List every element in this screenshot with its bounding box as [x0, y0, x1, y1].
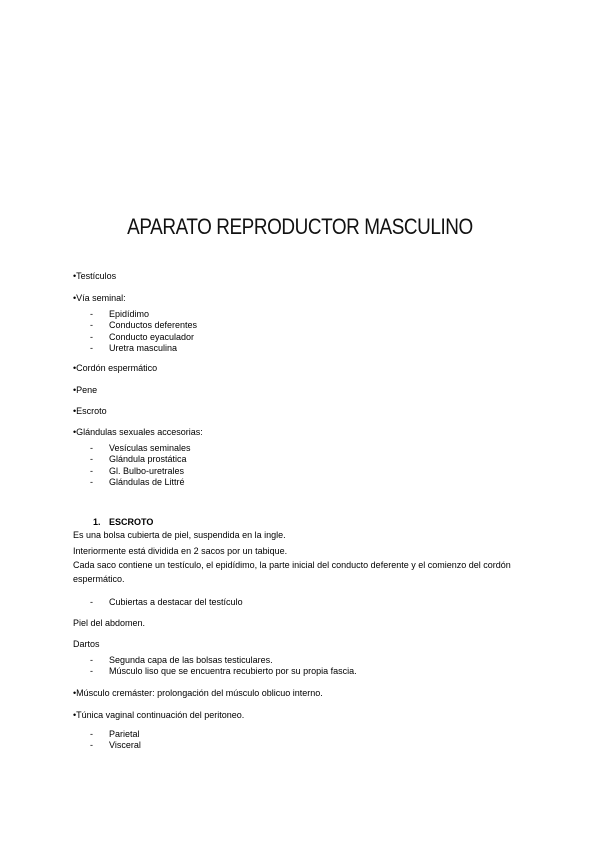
- outline-testiculos: •Testículos: [73, 271, 117, 281]
- piel-text: Piel del abdomen.: [73, 618, 146, 628]
- list-item: - Cubiertas a destacar del testículo: [90, 597, 243, 607]
- outline-via-seminal: •Vía seminal:: [73, 293, 126, 303]
- list-item: - Glándulas de Littré: [90, 476, 185, 487]
- paragraph-2: Interiormente está dividida en 2 sacos por un tabique.: [73, 546, 288, 556]
- paragraph-3b: espermático.: [73, 574, 125, 584]
- tunica-text: •Túnica vaginal continuación del peritoneo.: [73, 710, 245, 720]
- dartos-list: [90, 655, 357, 678]
- list-item: - Uretra masculina: [90, 342, 178, 353]
- list-item: - Músculo liso que se encuentra recubierto por su propia fascia.: [90, 666, 357, 677]
- outline-escroto: •Escroto: [73, 406, 107, 416]
- list-item: - Glándula prostática: [90, 454, 187, 465]
- list-item: - Vesículas seminales: [90, 443, 191, 453]
- tunica-list: [90, 729, 141, 752]
- list-item: - Conducto eyaculador: [90, 331, 195, 342]
- paragraph-1: Es una bolsa cubierta de piel, suspendida en la ingle.: [73, 530, 286, 540]
- list-item: - Visceral: [90, 740, 141, 751]
- outline-pene: •Pene: [73, 385, 98, 395]
- page-title: APARATO REPRODUCTOR MASCULINO: [127, 214, 473, 239]
- glandulas-list: [90, 443, 191, 488]
- dartos-text: Dartos: [73, 639, 100, 649]
- cubiertas-list: [90, 597, 243, 608]
- cremaster-text: •Músculo cremáster: prolongación del músculo oblicuo interno.: [73, 688, 323, 698]
- outline-cordon: •Cordón espermático: [73, 363, 158, 373]
- list-item: - Conductos deferentes: [90, 320, 198, 331]
- list-item: - Parietal: [90, 729, 140, 739]
- section-heading: 1. ESCROTO: [93, 517, 154, 527]
- outline-glandulas: •Glándulas sexuales accesorias:: [73, 427, 203, 437]
- paragraph-3a: Cada saco contiene un testículo, el epidídimo, la parte inicial del conducto deferente y el comienzo del cordón: [73, 560, 511, 570]
- list-item: - Segunda capa de las bolsas testiculares.: [90, 655, 273, 665]
- list-item: - Gl. Bulbo-uretrales: [90, 465, 185, 476]
- via-seminal-list: [90, 309, 197, 354]
- list-item: - Epidídimo: [90, 309, 150, 319]
